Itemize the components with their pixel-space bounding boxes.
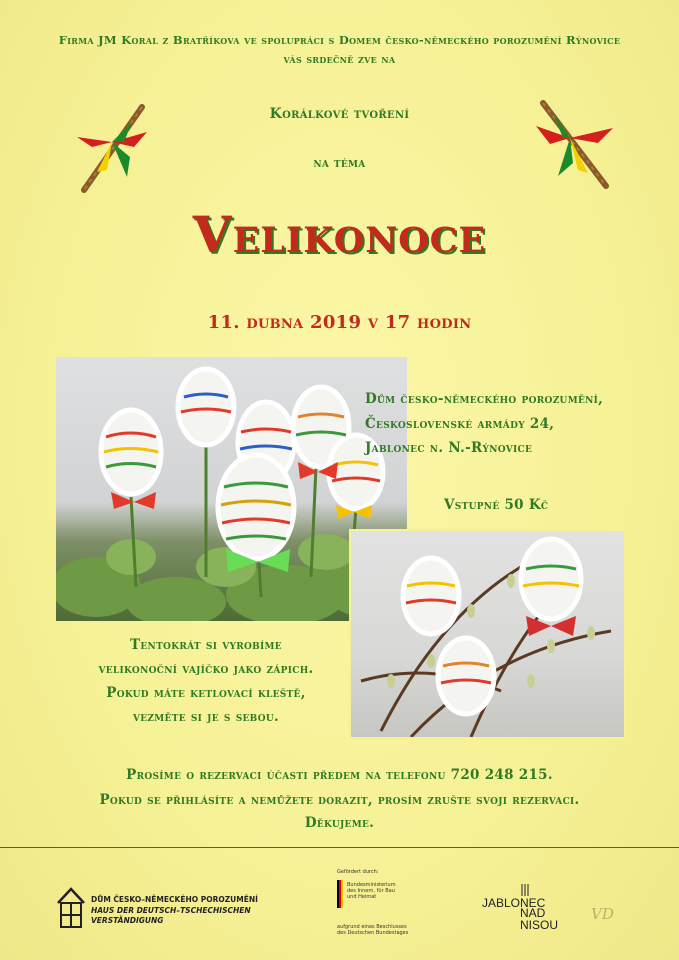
- jablonec-logo-line-2: NAD: [520, 906, 546, 920]
- entry-fee: Vstupné 50 Kč: [444, 497, 549, 513]
- event-date: 11. dubna 2019 v 17 hodin: [207, 312, 472, 333]
- ministry-line-3: und Heimat: [347, 894, 377, 900]
- jablonec-logo-line-1: JABLONEC: [482, 896, 546, 910]
- ministry-line-2: des Innern, für Bau: [347, 888, 395, 894]
- jablonec-logo-icon: [520, 884, 532, 896]
- reservation-line-3: Děkujeme.: [304, 815, 375, 831]
- bundestag-line-1: aufgrund eines Beschlusses: [337, 924, 407, 930]
- reservation-line-1: Prosíme o rezervaci účasti předem na telefonu 720 248 215.: [126, 767, 553, 783]
- dum-logo-line-2: HAUS DER DEUTSCH–TSCHECHISCHEN: [91, 906, 251, 915]
- reservation-line-2: Pokud se přihlásíte a nemůžete dorazit, prosím zrušte svoji rezervaci.: [99, 792, 580, 808]
- footer-divider: [0, 847, 679, 848]
- ministry-line-1: Bundesministerium: [347, 882, 396, 888]
- dum-logo-line-3: VERSTÄNDIGUNG: [91, 916, 164, 925]
- invitation-line-2: vás srdečně zve na: [283, 52, 396, 66]
- invitation-line-1: Firma JM Koral z Bratříkova ve spolupráci s Domem česko-německého porozumění Rýnovice: [58, 33, 621, 47]
- funded-by-label: Gefördert durch:: [337, 869, 379, 875]
- workshop-name: Korálkové tvoření: [269, 106, 410, 122]
- page-title: Velikonoce: [192, 205, 487, 264]
- photo-beaded-eggs-branches: [349, 529, 626, 739]
- description-line-2: velikonoční vajíčko jako zápich.: [98, 661, 314, 677]
- venue-line-3: Jablonec n. N.-Rýnovice: [365, 440, 533, 456]
- signature: VD: [591, 905, 614, 923]
- topic-intro: na téma: [313, 155, 366, 170]
- description-line-1: Tentokrát si vyrobíme: [130, 637, 282, 653]
- venue-line-2: Československé armády 24,: [365, 416, 555, 432]
- description-line-4: vezměte si je s sebou.: [132, 709, 280, 725]
- venue-line-1: Dům česko-německého porozumění,: [365, 391, 604, 407]
- house-logo-icon: [56, 887, 86, 931]
- dum-logo-line-1: DŮM ČESKO–NĚMECKÉHO POROZUMĚNÍ: [91, 895, 258, 904]
- description-line-3: Pokud máte ketlovací kleště,: [106, 685, 306, 701]
- bundestag-line-2: des Deutschen Bundestages: [337, 930, 409, 936]
- federal-eagle-icon: [337, 880, 345, 908]
- jablonec-logo-line-3: NISOU: [520, 918, 559, 932]
